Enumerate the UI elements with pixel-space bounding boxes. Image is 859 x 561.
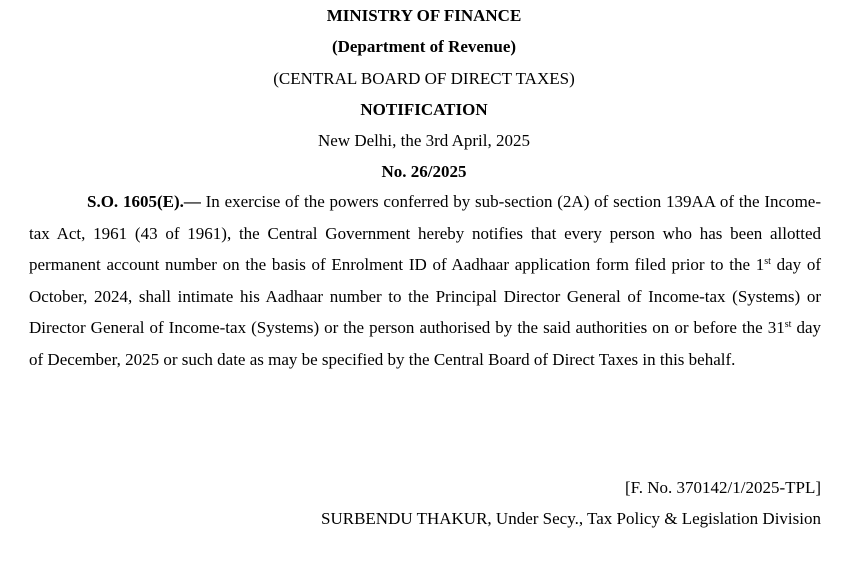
notification-title: NOTIFICATION xyxy=(360,100,488,119)
department-heading: (Department of Revenue) xyxy=(331,37,517,56)
place-date: New Delhi, the 3rd April, 2025 xyxy=(318,131,530,150)
notification-number: No. 26/2025 xyxy=(381,162,467,181)
signatory-line: SURBENDU THAKUR, Under Secy., Tax Policy & Legislation Division xyxy=(321,509,821,528)
ordinal-suffix-1: st xyxy=(764,256,771,267)
ordinal-suffix-2: st xyxy=(784,319,792,330)
file-number: [F. No. 370142/1/2025-TPL] xyxy=(624,478,821,497)
body-text-part2: day of October, 2024, shall intimate his Aadhaar number to the Principal Director General of Income-tax (Systems) or Director General of Income-tax (Systems) or the person authorised by the said authorities on or before the 31 xyxy=(29,255,821,337)
body-text-part1: In exercise of the powers conferred by sub-section (2A) of section 139AA of the Income-tax Act, 1961 (43 of 1961), the Central Government hereby notifies that every person who has been allotted permanent account number on the basis of Enrolment ID of Aadhaar application form filed prior to the 1 xyxy=(29,192,822,274)
ministry-heading: MINISTRY OF FINANCE xyxy=(326,6,522,25)
notification-body xyxy=(29,186,821,375)
board-heading: (CENTRAL BOARD OF DIRECT TAXES) xyxy=(273,69,575,88)
body-text-part3: day of December, 2025 or such date as may be specified by the Central Board of Direct Taxes in this behalf. xyxy=(29,318,821,369)
so-number: S.O. 1605(E).— xyxy=(87,192,201,211)
